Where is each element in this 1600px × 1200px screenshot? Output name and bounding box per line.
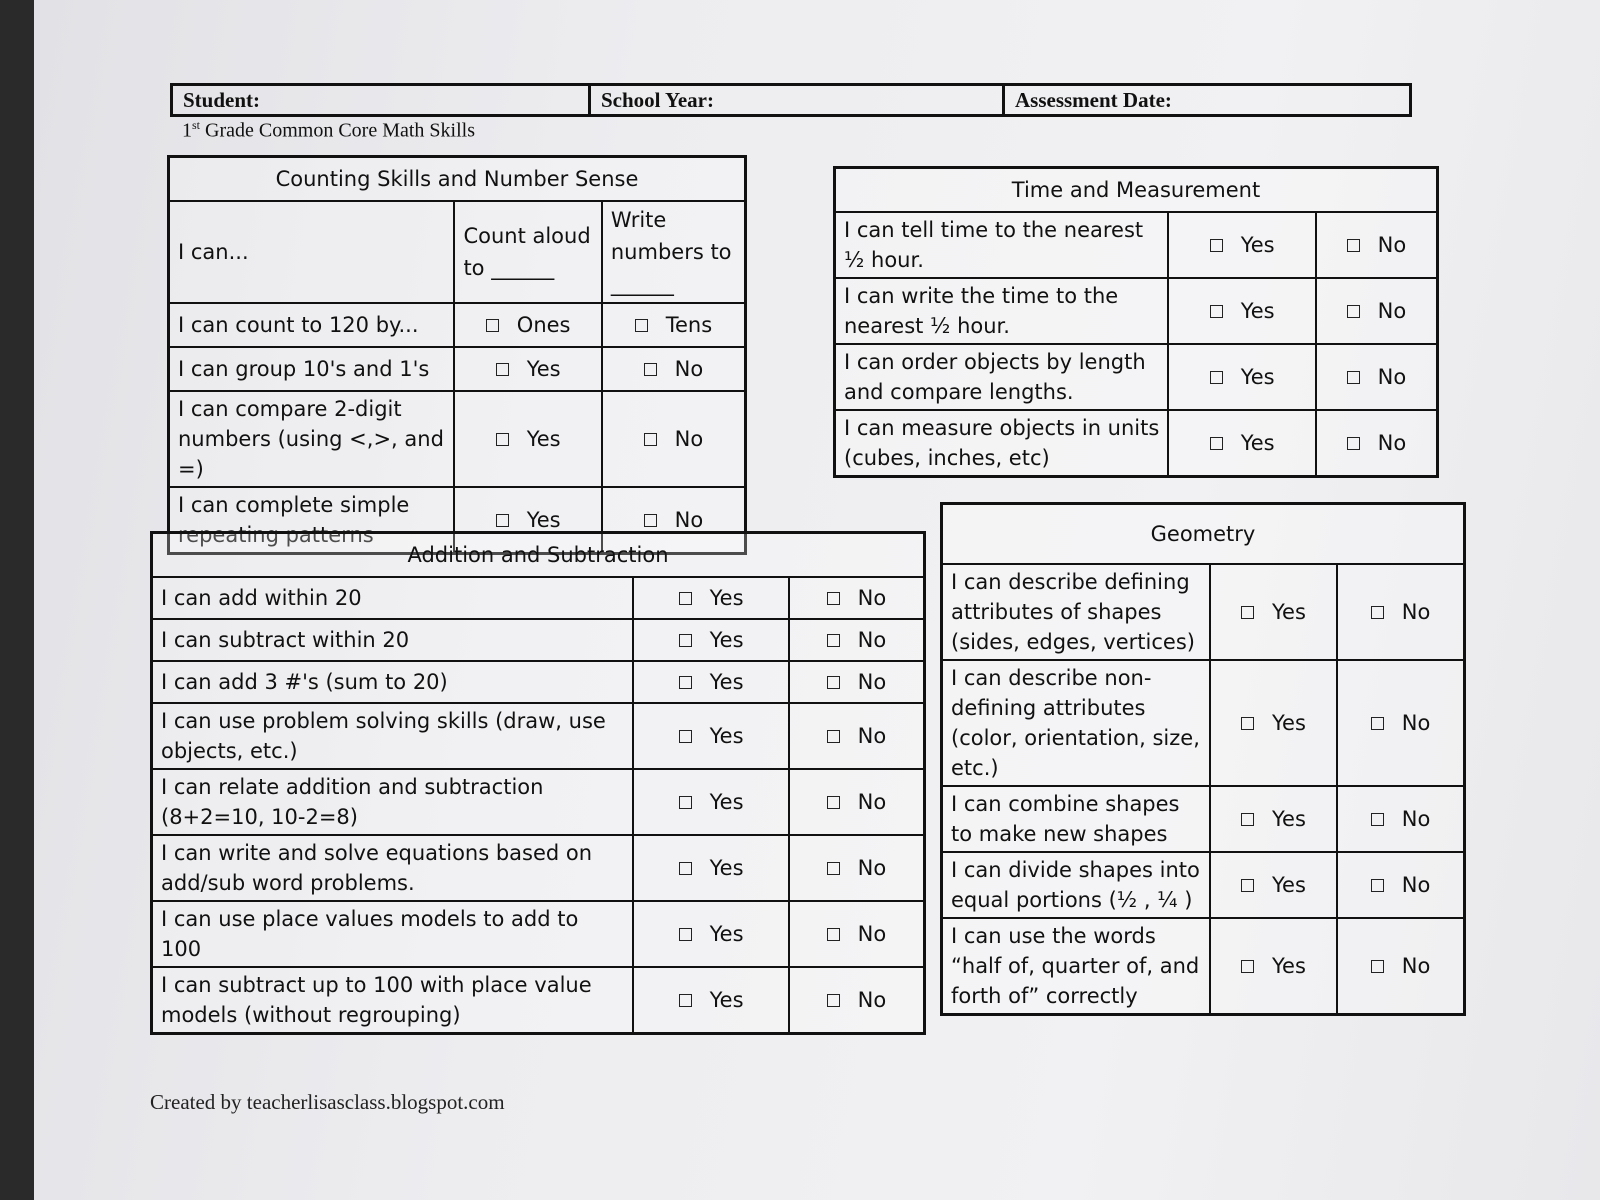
option-label: Yes bbox=[709, 987, 744, 1012]
option-cell bbox=[1316, 278, 1438, 344]
checkbox[interactable] bbox=[644, 363, 657, 376]
table-row bbox=[169, 303, 746, 347]
checkbox[interactable] bbox=[1241, 606, 1254, 619]
option-cell bbox=[1337, 660, 1464, 786]
option-cell bbox=[1316, 410, 1438, 477]
page-subtitle: 1st Grade Common Core Math Skills bbox=[182, 118, 475, 142]
checkbox[interactable] bbox=[1210, 371, 1223, 384]
table-row bbox=[152, 967, 925, 1034]
skill-label: I can write the time to the nearest ½ hour. bbox=[835, 278, 1169, 344]
skill-label: I can relate addition and subtraction (8+2=10, 10-2=8) bbox=[152, 769, 634, 835]
option-label: Ones bbox=[516, 312, 571, 337]
option-cell bbox=[1210, 660, 1337, 786]
table-row bbox=[152, 901, 925, 967]
checkbox[interactable] bbox=[827, 634, 840, 647]
option-label: Yes bbox=[709, 627, 744, 652]
option-label: No bbox=[1377, 298, 1407, 323]
option-label: No bbox=[1401, 953, 1431, 978]
checkbox[interactable] bbox=[679, 634, 692, 647]
geometry-table bbox=[940, 502, 1466, 1016]
table-row bbox=[152, 703, 925, 769]
table-title: Geometry bbox=[942, 504, 1465, 564]
skill-label: I can write and solve equations based on add/sub word problems. bbox=[152, 835, 634, 901]
option-cell bbox=[789, 835, 925, 901]
option-label: No bbox=[857, 723, 887, 748]
table-row bbox=[152, 769, 925, 835]
option-cell bbox=[1337, 918, 1464, 1015]
table-row bbox=[942, 852, 1465, 918]
option-label: No bbox=[857, 669, 887, 694]
checkbox[interactable] bbox=[679, 730, 692, 743]
checkbox[interactable] bbox=[1371, 960, 1384, 973]
option-cell bbox=[789, 661, 925, 703]
option-label: Yes bbox=[709, 585, 744, 610]
option-label: Tens bbox=[665, 312, 713, 337]
option-cell bbox=[633, 703, 789, 769]
option-cell bbox=[789, 769, 925, 835]
column-header-i-can: I can... bbox=[169, 201, 455, 303]
option-label: Yes bbox=[709, 669, 744, 694]
checkbox[interactable] bbox=[679, 994, 692, 1007]
option-label: Yes bbox=[1240, 232, 1275, 257]
checkbox[interactable] bbox=[1371, 879, 1384, 892]
option-cell bbox=[1210, 564, 1337, 660]
option-cell bbox=[1316, 344, 1438, 410]
option-cell bbox=[1210, 852, 1337, 918]
checkbox[interactable] bbox=[1347, 371, 1360, 384]
option-cell bbox=[1168, 344, 1315, 410]
option-label: Yes bbox=[1272, 599, 1306, 624]
option-cell bbox=[1337, 852, 1464, 918]
checkbox[interactable] bbox=[1210, 437, 1223, 450]
table-title: Time and Measurement bbox=[835, 168, 1438, 212]
option-label: Yes bbox=[1240, 298, 1275, 323]
checkbox[interactable] bbox=[827, 730, 840, 743]
skill-label: I can use problem solving skills (draw, use objects, etc.) bbox=[152, 703, 634, 769]
option-cell bbox=[1337, 786, 1464, 852]
table-row bbox=[169, 347, 746, 391]
checkbox[interactable] bbox=[1371, 606, 1384, 619]
checkbox[interactable] bbox=[496, 363, 509, 376]
option-label: Yes bbox=[1272, 806, 1306, 831]
checkbox[interactable] bbox=[679, 592, 692, 605]
option-cell bbox=[789, 901, 925, 967]
option-label: Yes bbox=[1272, 953, 1306, 978]
skill-label: I can use the words “half of, quarter of, and forth of” correctly bbox=[942, 918, 1210, 1015]
column-header-write-numbers: Write numbers to ______ bbox=[602, 201, 746, 303]
table-row bbox=[835, 212, 1438, 278]
option-cell bbox=[633, 967, 789, 1034]
skill-label: I can compare 2-digit numbers (using <,>, and =) bbox=[169, 391, 455, 487]
option-label: No bbox=[1401, 806, 1431, 831]
checkbox[interactable] bbox=[827, 676, 840, 689]
skill-label: I can subtract up to 100 with place value models (without regrouping) bbox=[152, 967, 634, 1034]
skill-label: I can measure objects in units (cubes, inches, etc) bbox=[835, 410, 1169, 477]
skill-label: I can group 10's and 1's bbox=[169, 347, 455, 391]
skill-label: I can describe defining attributes of shapes (sides, edges, vertices) bbox=[942, 564, 1210, 660]
option-cell bbox=[633, 901, 789, 967]
option-label: No bbox=[674, 507, 704, 532]
option-label: Yes bbox=[709, 723, 744, 748]
option-cell bbox=[602, 347, 746, 391]
option-label: No bbox=[1377, 232, 1407, 257]
option-cell bbox=[789, 703, 925, 769]
option-label: No bbox=[1377, 364, 1407, 389]
option-label: Yes bbox=[1272, 872, 1306, 897]
checkbox[interactable] bbox=[644, 514, 657, 527]
table-row bbox=[152, 619, 925, 661]
option-cell bbox=[1168, 278, 1315, 344]
checkbox[interactable] bbox=[827, 994, 840, 1007]
option-label: Yes bbox=[1272, 710, 1306, 735]
table-row bbox=[169, 391, 746, 487]
option-label: No bbox=[1401, 872, 1431, 897]
skill-label: I can add within 20 bbox=[152, 577, 634, 619]
option-cell bbox=[1168, 410, 1315, 477]
addition-subtraction-table bbox=[150, 531, 926, 1035]
option-label: Yes bbox=[709, 855, 744, 880]
option-cell bbox=[633, 661, 789, 703]
table-row bbox=[942, 660, 1465, 786]
checkbox[interactable] bbox=[1371, 717, 1384, 730]
checkbox[interactable] bbox=[679, 928, 692, 941]
option-label: No bbox=[1401, 710, 1431, 735]
checkbox[interactable] bbox=[1347, 437, 1360, 450]
checkbox[interactable] bbox=[486, 319, 499, 332]
checkbox[interactable] bbox=[827, 928, 840, 941]
skill-label: I can subtract within 20 bbox=[152, 619, 634, 661]
option-label: No bbox=[1377, 430, 1407, 455]
option-cell bbox=[602, 303, 746, 347]
option-cell bbox=[602, 391, 746, 487]
option-cell bbox=[633, 577, 789, 619]
skill-label: I can add 3 #'s (sum to 20) bbox=[152, 661, 634, 703]
option-cell bbox=[789, 967, 925, 1034]
option-cell bbox=[789, 577, 925, 619]
table-title: Addition and Subtraction bbox=[152, 533, 925, 577]
option-label: No bbox=[1401, 599, 1431, 624]
option-cell bbox=[1210, 786, 1337, 852]
option-cell bbox=[633, 619, 789, 661]
checkbox[interactable] bbox=[1347, 305, 1360, 318]
table-row bbox=[152, 661, 925, 703]
table-row bbox=[942, 918, 1465, 1015]
skill-label: I can combine shapes to make new shapes bbox=[942, 786, 1210, 852]
checkbox[interactable] bbox=[1371, 813, 1384, 826]
option-cell bbox=[1337, 564, 1464, 660]
checkbox[interactable] bbox=[1241, 879, 1254, 892]
option-label: Yes bbox=[709, 921, 744, 946]
student-label: Student: bbox=[173, 86, 591, 114]
checkbox[interactable] bbox=[1241, 960, 1254, 973]
school-year-label: School Year: bbox=[591, 86, 1005, 114]
checkbox[interactable] bbox=[679, 862, 692, 875]
option-cell bbox=[789, 619, 925, 661]
table-row bbox=[835, 344, 1438, 410]
skill-label: I can use place values models to add to 100 bbox=[152, 901, 634, 967]
option-label: Yes bbox=[1240, 430, 1275, 455]
option-cell bbox=[633, 835, 789, 901]
table-row bbox=[835, 278, 1438, 344]
checkbox[interactable] bbox=[679, 796, 692, 809]
checkbox[interactable] bbox=[1210, 239, 1223, 252]
option-label: No bbox=[857, 789, 887, 814]
time-measurement-table bbox=[833, 166, 1439, 478]
table-title: Counting Skills and Number Sense bbox=[169, 157, 746, 201]
counting-skills-table bbox=[167, 155, 747, 555]
skill-label: I can describe non-defining attributes (color, orientation, size, etc.) bbox=[942, 660, 1210, 786]
checkbox[interactable] bbox=[1241, 717, 1254, 730]
option-label: Yes bbox=[1240, 364, 1275, 389]
checkbox[interactable] bbox=[827, 796, 840, 809]
skill-label: I can tell time to the nearest ½ hour. bbox=[835, 212, 1169, 278]
option-label: No bbox=[674, 426, 704, 451]
option-cell bbox=[1168, 212, 1315, 278]
assessment-date-label: Assessment Date: bbox=[1015, 88, 1172, 112]
option-label: No bbox=[857, 855, 887, 880]
header-box bbox=[170, 83, 1412, 117]
option-cell bbox=[1210, 918, 1337, 1015]
option-label: Yes bbox=[526, 507, 561, 532]
table-row bbox=[942, 564, 1465, 660]
option-cell bbox=[633, 769, 789, 835]
option-cell bbox=[454, 303, 601, 347]
checkbox[interactable] bbox=[1241, 813, 1254, 826]
table-row bbox=[835, 410, 1438, 477]
checkbox[interactable] bbox=[1210, 305, 1223, 318]
footer-credit: Created by teacherlisasclass.blogspot.com bbox=[150, 1090, 505, 1114]
option-label: No bbox=[857, 585, 887, 610]
checkbox[interactable] bbox=[679, 676, 692, 689]
option-label: No bbox=[857, 921, 887, 946]
option-label: No bbox=[857, 987, 887, 1012]
skill-label: I can complete simple repeating patterns bbox=[169, 487, 455, 554]
skill-label: I can divide shapes into equal portions (½ , ¼ ) bbox=[942, 852, 1210, 918]
table-row bbox=[942, 786, 1465, 852]
option-label: Yes bbox=[526, 426, 561, 451]
skill-label: I can order objects by length and compare lengths. bbox=[835, 344, 1169, 410]
skill-label: I can count to 120 by... bbox=[169, 303, 455, 347]
checkbox[interactable] bbox=[496, 433, 509, 446]
option-cell bbox=[1316, 212, 1438, 278]
option-label: No bbox=[674, 356, 704, 381]
option-label: Yes bbox=[526, 356, 561, 381]
table-row bbox=[152, 577, 925, 619]
checkbox[interactable] bbox=[496, 514, 509, 527]
option-label: Yes bbox=[709, 789, 744, 814]
table-row bbox=[152, 835, 925, 901]
checkbox[interactable] bbox=[635, 319, 648, 332]
column-header-count-aloud: Count aloud to ______ bbox=[454, 201, 601, 303]
option-label: No bbox=[857, 627, 887, 652]
checkbox[interactable] bbox=[827, 862, 840, 875]
option-cell bbox=[454, 391, 601, 487]
checkbox[interactable] bbox=[1347, 239, 1360, 252]
option-cell bbox=[454, 347, 601, 391]
checkbox[interactable] bbox=[644, 433, 657, 446]
checkbox[interactable] bbox=[827, 592, 840, 605]
